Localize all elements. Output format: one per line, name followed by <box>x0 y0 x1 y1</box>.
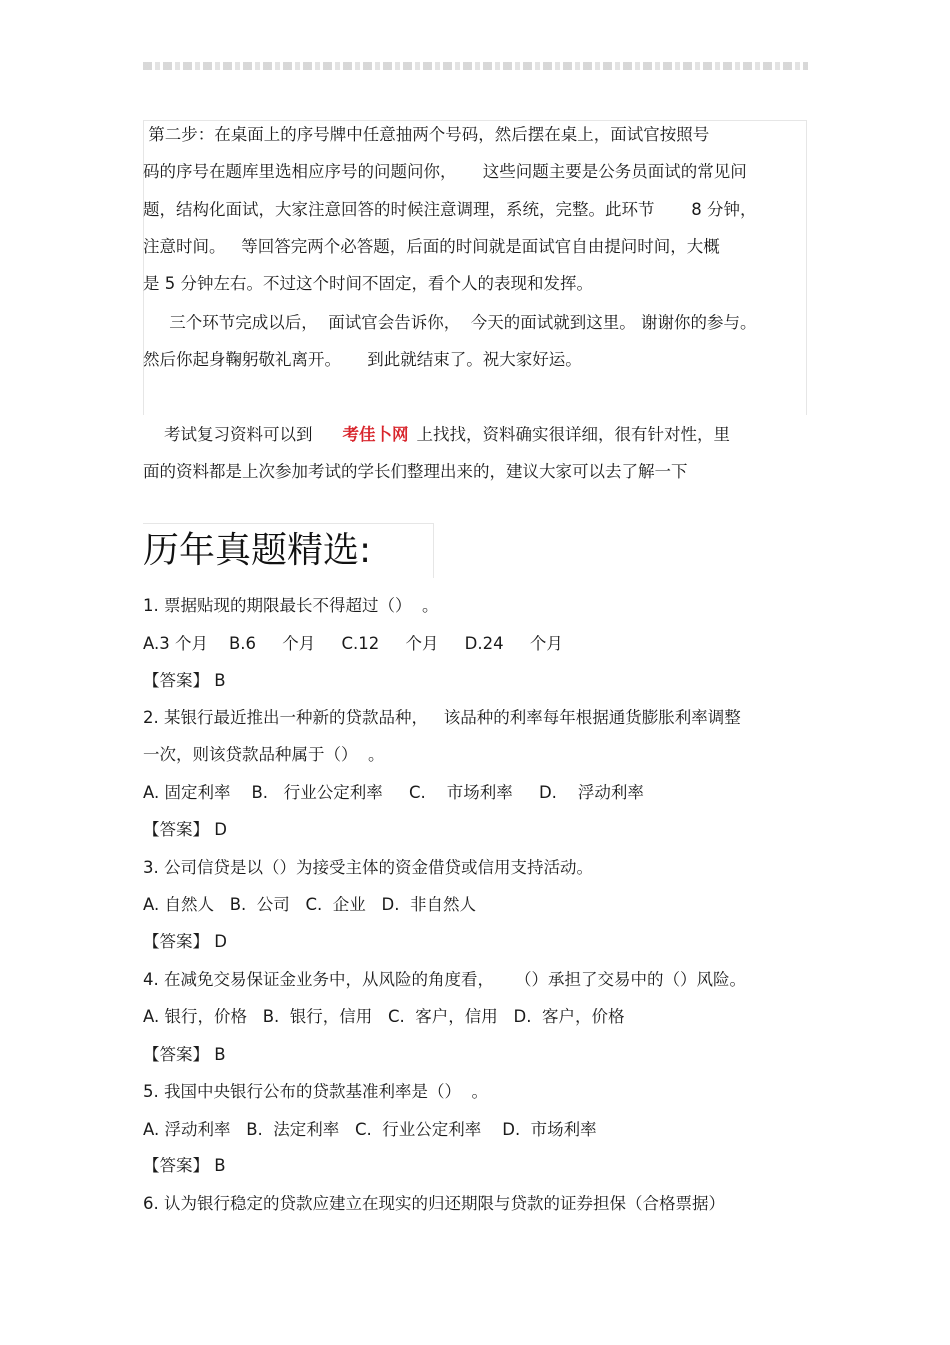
question-line: 3. 公司信贷是以（）为接受主体的资金借贷或信用支持活动。 <box>143 858 593 877</box>
answer-line: 【答案】 B <box>143 1156 226 1175</box>
box-line-3: 题，结构化面试，大家注意回答的时候注意调理，系统，完整。此环节 8 分钟， <box>143 200 757 219</box>
promo-suffix: 上找找，资料确实很详细，很有针对性，里 <box>416 425 730 444</box>
question-line: 2. 某银行最近推出一种新的贷款品种， 该品种的利率每年根据通货膨胀利率调整 <box>143 708 741 727</box>
answer-line: 【答案】 D <box>143 820 227 839</box>
question-line: 一次，则该贷款品种属于（） 。 <box>143 745 385 764</box>
box-line-7: 然后你起身鞠躬敬礼离开。 到此就结束了。祝大家好运。 <box>143 350 582 369</box>
box-line-2: 码的序号在题库里选相应序号的问题问你， 这些问题主要是公务员面试的常见问 <box>143 162 747 181</box>
question-line: A. 固定利率 B. 行业公定利率 C. 市场利率 D. 浮动利率 <box>143 783 644 802</box>
box-line-4: 注意时间。 等回答完两个必答题，后面的时间就是面试官自由提问时间，大概 <box>143 237 720 256</box>
question-line: A.3 个月 B.6 个月 C.12 个月 D.24 个月 <box>143 634 563 653</box>
promo-prefix: 考试复习资料可以到 <box>143 425 313 444</box>
box-line-5: 是 5 分钟左右。不过这个时间不固定，看个人的表现和发挥。 <box>143 274 593 293</box>
box-line-1: 第二步：在桌面上的序号牌中任意抽两个号码，然后摆在桌上，面试官按照号 <box>143 125 710 144</box>
section-title: 历年真题精选: <box>143 530 372 571</box>
promo-line-1 <box>143 425 730 445</box>
box-line-6: 三个环节完成以后， 面试官会告诉你， 今天的面试就到这里。 谢谢你的参与。 <box>143 313 757 332</box>
question-line: 6. 认为银行稳定的贷款应建立在现实的归还期限与贷款的证券担保（合格票据） <box>143 1194 725 1213</box>
question-line: A. 自然人 B. 公司 C. 企业 D. 非自然人 <box>143 895 476 914</box>
answer-line: 【答案】 B <box>143 671 226 690</box>
question-line: 1. 票据贴现的期限最长不得超过（） 。 <box>143 596 439 615</box>
answer-line: 【答案】 B <box>143 1045 226 1064</box>
question-line: 4. 在减免交易保证金业务中，从风险的角度看， （）承担了交易中的（）风险。 <box>143 970 746 989</box>
header-decorative-rule <box>143 62 808 70</box>
question-line: A. 浮动利率 B. 法定利率 C. 行业公定利率 D. 市场利率 <box>143 1120 597 1139</box>
brand-link[interactable]: 考佳卜网 <box>342 425 409 444</box>
answer-line: 【答案】 D <box>143 932 227 951</box>
question-line: 5. 我国中央银行公布的贷款基准利率是（） 。 <box>143 1082 488 1101</box>
question-line: A. 银行，价格 B. 银行，信用 C. 客户，信用 D. 客户，价格 <box>143 1007 625 1026</box>
promo-line-2: 面的资料都是上次参加考试的学长们整理出来的，建议大家可以去了解一下 <box>143 462 688 481</box>
